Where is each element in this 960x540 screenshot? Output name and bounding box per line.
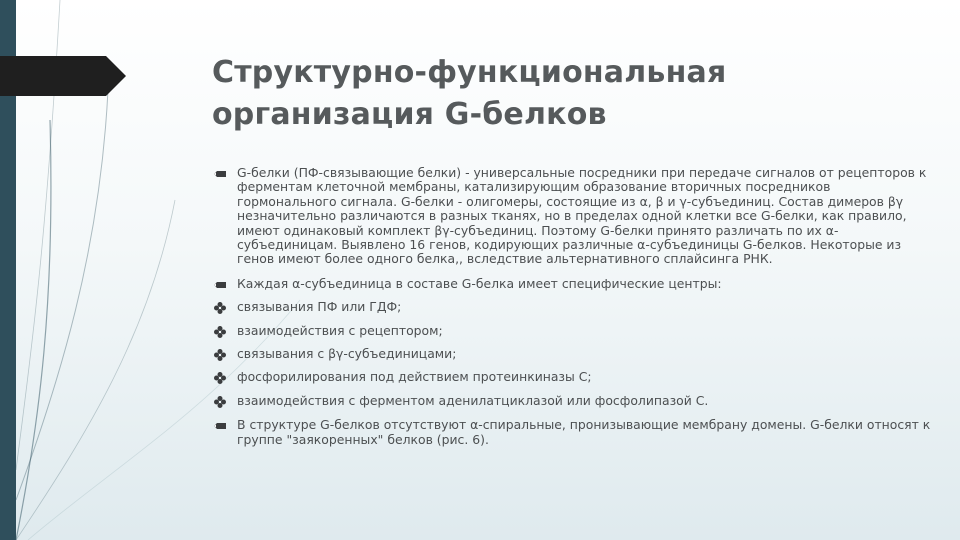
list-item-text: Каждая α-субъединица в составе G-белка имеет специфические центры:: [237, 275, 722, 291]
diamond-bullet-icon: [213, 395, 227, 409]
list-item: [212, 418, 932, 447]
pencil-bullet-icon: [213, 419, 227, 433]
list-item: [212, 394, 932, 408]
list-item-text: В структуре G-белков отсутствуют α-спиральные, пронизывающие мембрану домены. G-белки относят к группе "заякоренных" белков (рис. 6).: [237, 417, 931, 447]
list-item: [212, 324, 932, 338]
pencil-bullet-icon: [213, 278, 227, 292]
list-item-text: взаимодействия с ферментом аденилатциклазой или фосфолипазой С.: [237, 392, 709, 408]
diamond-bullet-icon: [213, 371, 227, 385]
list-item: [212, 300, 932, 314]
title-tab-arrow: [0, 56, 126, 96]
title-line-2: организация G-белков: [212, 97, 607, 132]
diamond-bullet-icon: [213, 348, 227, 362]
list-item: [212, 347, 932, 361]
list-item-text: связывания с βγ-субъединицами;: [237, 346, 457, 362]
content-list: [212, 166, 932, 447]
list-item-text: связывания ПФ или ГДФ;: [237, 299, 402, 315]
title-line-1: Структурно-функциональная: [212, 55, 727, 90]
diamond-bullet-icon: [213, 325, 227, 339]
diamond-bullet-icon: [213, 301, 227, 315]
list-item: [212, 370, 932, 384]
list-item-text: взаимодействия с рецептором;: [237, 322, 443, 338]
pencil-bullet-icon: [213, 167, 227, 181]
list-item: [212, 166, 932, 267]
list-item-text: фосфорилирования под действием протеинкиназы С;: [237, 369, 592, 385]
slide-title: [212, 52, 892, 136]
list-item-text: G-белки (ПФ-связывающие белки) - универсальные посредники при передаче сигналов от рецепторов к ферментам клеточной мембраны, катализирующим образование вторичных посредников гормонального сигнала. G-белки - олигомеры, состоящие из α, β и γ-субъединиц. Состав димеров βγ незначительно различаются в разных тканях, но в пределах одной клетки все G-белки, как правило, имеют одинаковый комплект βγ-субъединиц. Поэтому G-белки принято различать по их α-субъединицам. Выявлено 16 генов, кодирующих различные α-субъединицы G-белков. Некоторые из генов имеют более одного белка,, вследствие альтернативного сплайсинга РНК.: [237, 165, 927, 267]
list-item: [212, 277, 932, 291]
